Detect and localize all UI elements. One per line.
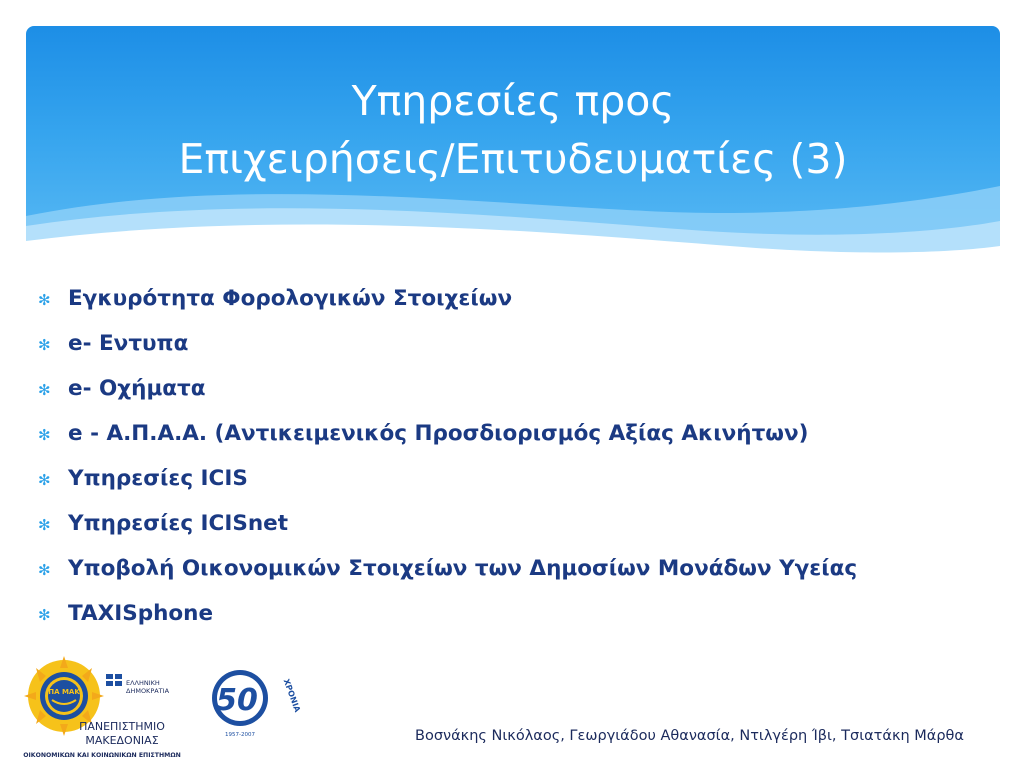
list-item-label: TAXISphone — [68, 601, 214, 626]
slide-title-line1: Υπηρεσίες προς — [351, 77, 675, 125]
list-item-label: e- Εντυπα — [68, 331, 189, 356]
list-item — [38, 373, 857, 418]
seal-icon — [40, 672, 88, 720]
list-item-label: Εγκυρότητα Φορολογικών Στοιχείων — [68, 286, 513, 311]
star-bullet-icon: ✻ — [38, 561, 51, 579]
star-bullet-icon: ✻ — [38, 471, 51, 489]
list-item — [38, 508, 857, 553]
list-item — [38, 598, 857, 643]
star-bullet-icon: ✻ — [38, 606, 51, 624]
star-bullet-icon: ✻ — [38, 516, 51, 534]
footer-authors: Βοσνάκης Νικόλαος, Γεωργιάδου Αθανασία, Ντιλγέρη Ίβι, Τσιατάκη Μάρθα — [415, 728, 964, 744]
republic-line2: ΔΗΜΟΚΡΑΤΙΑ — [126, 687, 170, 695]
slide-title-line2: Επιχειρήσεις/Επιτυδευματίες (3) — [178, 135, 848, 183]
list-item-label: Υποβολή Οικονομικών Στοιχείων των Δημοσίων Μονάδων Υγείας — [68, 556, 858, 581]
list-item-label: e - Α.Π.Α.Α. (Αντικειμενικός Προσδιορισμός Αξίας Ακινήτων) — [68, 421, 809, 446]
anniversary-years: 1957-2007 — [225, 732, 255, 738]
list-item — [38, 283, 857, 328]
university-name-line2: ΜΑΚΕΔΟΝΙΑΣ — [85, 734, 159, 747]
list-item-label: Υπηρεσίες ICISnet — [68, 511, 288, 536]
list-item-label: Υπηρεσίες ICIS — [68, 466, 248, 491]
university-name-line3: ΟΙΚΟΝΟΜΙΚΩΝ ΚΑΙ ΚΟΙΝΩΝΙΚΩΝ ΕΠΙΣΤΗΜΩΝ — [23, 752, 181, 759]
list-item — [38, 418, 857, 463]
anniversary-logo — [206, 660, 302, 740]
republic-line1: ΕΛΛΗΝΙΚΗ — [126, 679, 160, 687]
bullet-list — [38, 283, 857, 643]
list-item — [38, 553, 857, 598]
star-bullet-icon: ✻ — [38, 291, 51, 309]
seal-text: ΠΑ ΜΑΚ — [48, 688, 80, 696]
star-bullet-icon: ✻ — [38, 426, 51, 444]
anniversary-word: ΧΡΟΝΙΑ — [281, 677, 302, 714]
greek-flag-icon — [106, 674, 122, 686]
slide-title — [26, 72, 1000, 188]
anniversary-number: 50 — [216, 683, 258, 718]
list-item-label: e- Οχήματα — [68, 376, 206, 401]
star-bullet-icon: ✻ — [38, 381, 51, 399]
star-bullet-icon: ✻ — [38, 336, 51, 354]
title-banner — [26, 26, 1000, 262]
list-item — [38, 328, 857, 373]
list-item — [38, 463, 857, 508]
university-name-line1: ΠΑΝΕΠΙΣΤΗΜΙΟ — [79, 720, 165, 733]
university-logo — [20, 656, 184, 762]
